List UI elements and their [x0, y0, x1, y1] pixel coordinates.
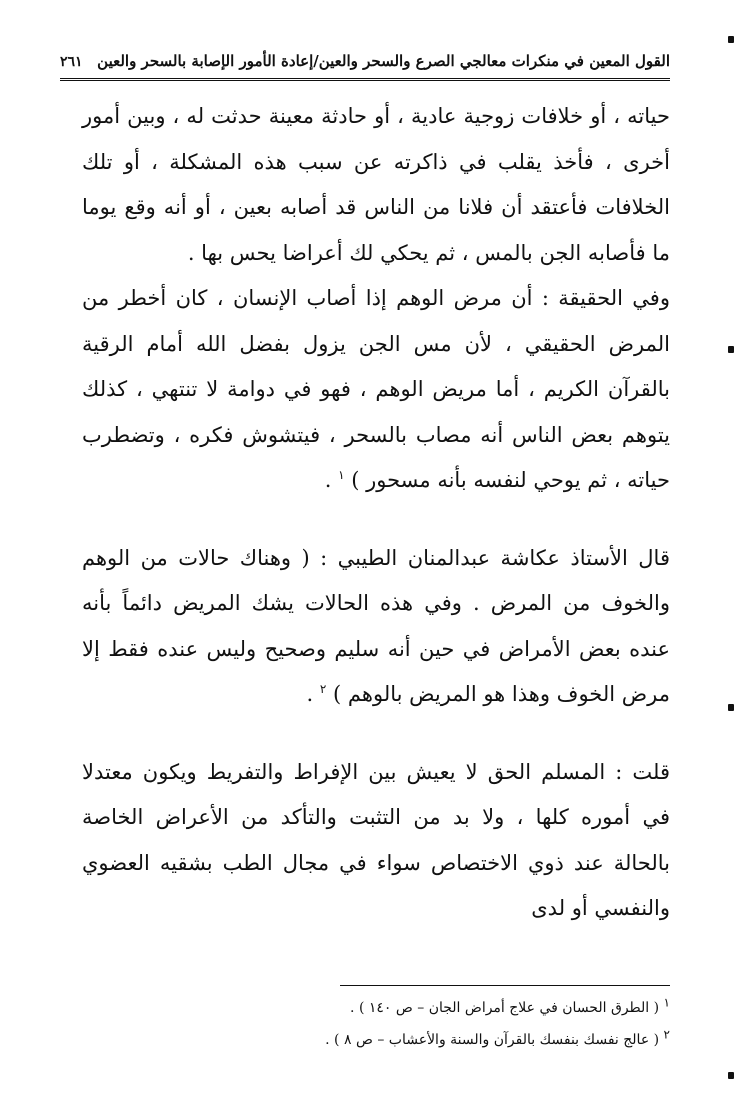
page-number: ٢٦١	[60, 54, 83, 70]
footnote-separator	[340, 985, 670, 986]
header-rule	[60, 78, 670, 81]
footnotes	[82, 992, 670, 1056]
footnote-ref-2: ٢	[319, 682, 327, 696]
footnote-2: $^٢$ ( عالج نفسك بنفسك بالقرآن والسنة والأعشاب – ص ٨ ) .	[325, 1027, 670, 1048]
paragraph-4: قلت : المسلم الحق لا يعيش بين الإفراط والتفريط ويكون معتدلا في أموره كلها ، ولا بد من التثبت والتأكد من الأعراض الخاصة بالحالة عند ذوي الاختصاص سواء في مجال الطب بشقيه العضوي والنفسي أو لدى	[82, 759, 670, 920]
body-text	[82, 94, 670, 932]
paragraph-3: قال الأستاذ عكاشة عبدالمنان الطيبي : ( وهناك حالات من الوهم والخوف من المرض . وفي هذه الحالات يشك المريض دائماً بأنه عنده بعض الأمراض في حين أنه سليم وصحيح وليس عنده فقط إلا مرض الخوف وهذا هو المريض بالوهم ) $^٢$ .	[82, 545, 670, 706]
paragraph-1: حياته ، أو خلافات زوجية عادية ، أو حادثة معينة حدثت له ، وبين أمور أخرى ، فأخذ يقلب في ذاكرته عن سبب هذه المشكلة ، أو تلك الخلافات فأعتقد أن فلانا من الناس قد أصابه بعين ، أو أنه وقع يوما ما فأصابه الجن بالمس ، ثم يحكي لك أعراضا يحس بها .	[82, 104, 670, 265]
margin-mark	[728, 36, 734, 43]
running-header	[60, 40, 670, 70]
paragraph-2: وفي الحقيقة : أن مرض الوهم إذا أصاب الإنسان ، كان أخطر من المرض الحقيقي ، لأن مس الجن يزول بفضل الله أمام الرقية بالقرآن الكريم ، أما مريض الوهم ، فهو في دوامة لا تنتهي ، كذلك يتوهم بعض الناس أنه مصاب بالسحر ، فيتشوش فكره ، وتضطرب حياته ، ثم يوحي لنفسه بأنه مسحور ) $^١$ .	[82, 286, 670, 492]
footnote-1: $^١$ ( الطرق الحسان في علاج أمراض الجان – ص ١٤٠ ) .	[350, 995, 670, 1016]
margin-mark	[728, 346, 734, 353]
margin-mark	[728, 1072, 734, 1079]
footnote-ref-1: ١	[338, 468, 345, 482]
margin-mark	[728, 704, 734, 711]
footnote-mark-1: ١	[663, 995, 670, 1010]
footnote-mark-2: ٢	[663, 1027, 670, 1042]
header-title: القول المعين في منكرات معالجي الصرع والسحر والعين/إعادة الأمور الإصابة بالسحر والعين	[97, 52, 670, 70]
